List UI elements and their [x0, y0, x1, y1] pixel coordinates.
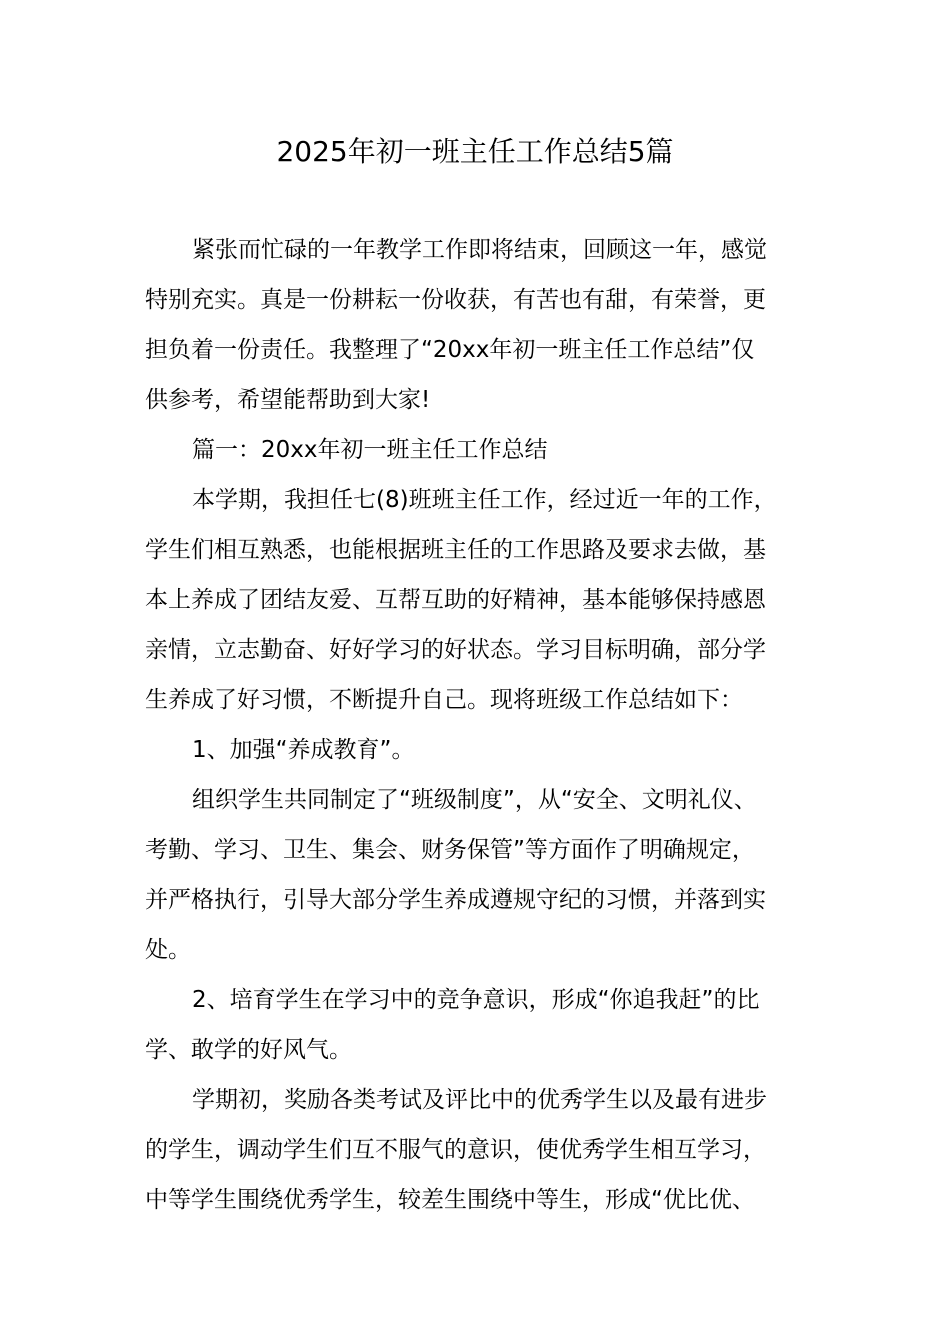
paragraph-line: 紧张而忙碌的一年教学工作即将结束，回顾这一年，感觉 [192, 237, 767, 263]
paragraph-line: 担负着一份责任。我整理了“20xx年初一班主任工作总结”仅 [145, 337, 755, 363]
paragraph-line: 特别充实。真是一份耕耘一份收获，有苦也有甜，有荣誉，更 [145, 287, 766, 313]
subheading: 2、培育学生在学习中的竞争意识，形成“你追我赶”的比 [192, 987, 760, 1013]
paragraph-line: 本学期，我担任七(8)班班主任工作，经过近一年的工作， [192, 487, 777, 513]
section-heading: 篇一：20xx年初一班主任工作总结 [192, 437, 548, 463]
paragraph-line: 并严格执行，引导大部分学生养成遵规守纪的习惯，并落到实 [145, 887, 766, 913]
paragraph-line: 供参考，希望能帮助到大家! [145, 387, 431, 413]
paragraph-line: 本上养成了团结友爱、互帮互助的好精神，基本能够保持感恩 [145, 587, 766, 613]
paragraph-line: 学期初，奖励各类考试及评比中的优秀学生以及最有进步 [192, 1087, 767, 1113]
subheading: 1、加强“养成教育”。 [192, 737, 415, 763]
paragraph-line: 中等学生围绕优秀学生，较差生围绕中等生，形成“优比优、 [145, 1187, 755, 1213]
paragraph-line: 组织学生共同制定了“班级制度”，从“安全、文明礼仪、 [192, 787, 757, 813]
paragraph-line: 亲情，立志勤奋、好好学习的好状态。学习目标明确，部分学 [145, 637, 766, 663]
subheading-continuation: 学、敢学的好风气。 [145, 1037, 352, 1063]
paragraph-line: 考勤、学习、卫生、集会、财务保管”等方面作了明确规定， [145, 837, 755, 863]
paragraph-line: 学生们相互熟悉，也能根据班主任的工作思路及要求去做，基 [145, 537, 766, 563]
paragraph-line: 生养成了好习惯，不断提升自己。现将班级工作总结如下： [145, 687, 743, 713]
document-title: 2025年初一班主任工作总结5篇 [276, 135, 674, 168]
paragraph-line: 的学生，调动学生们互不服气的意识，使优秀学生相互学习， [145, 1137, 766, 1163]
paragraph-line: 处。 [145, 937, 191, 963]
